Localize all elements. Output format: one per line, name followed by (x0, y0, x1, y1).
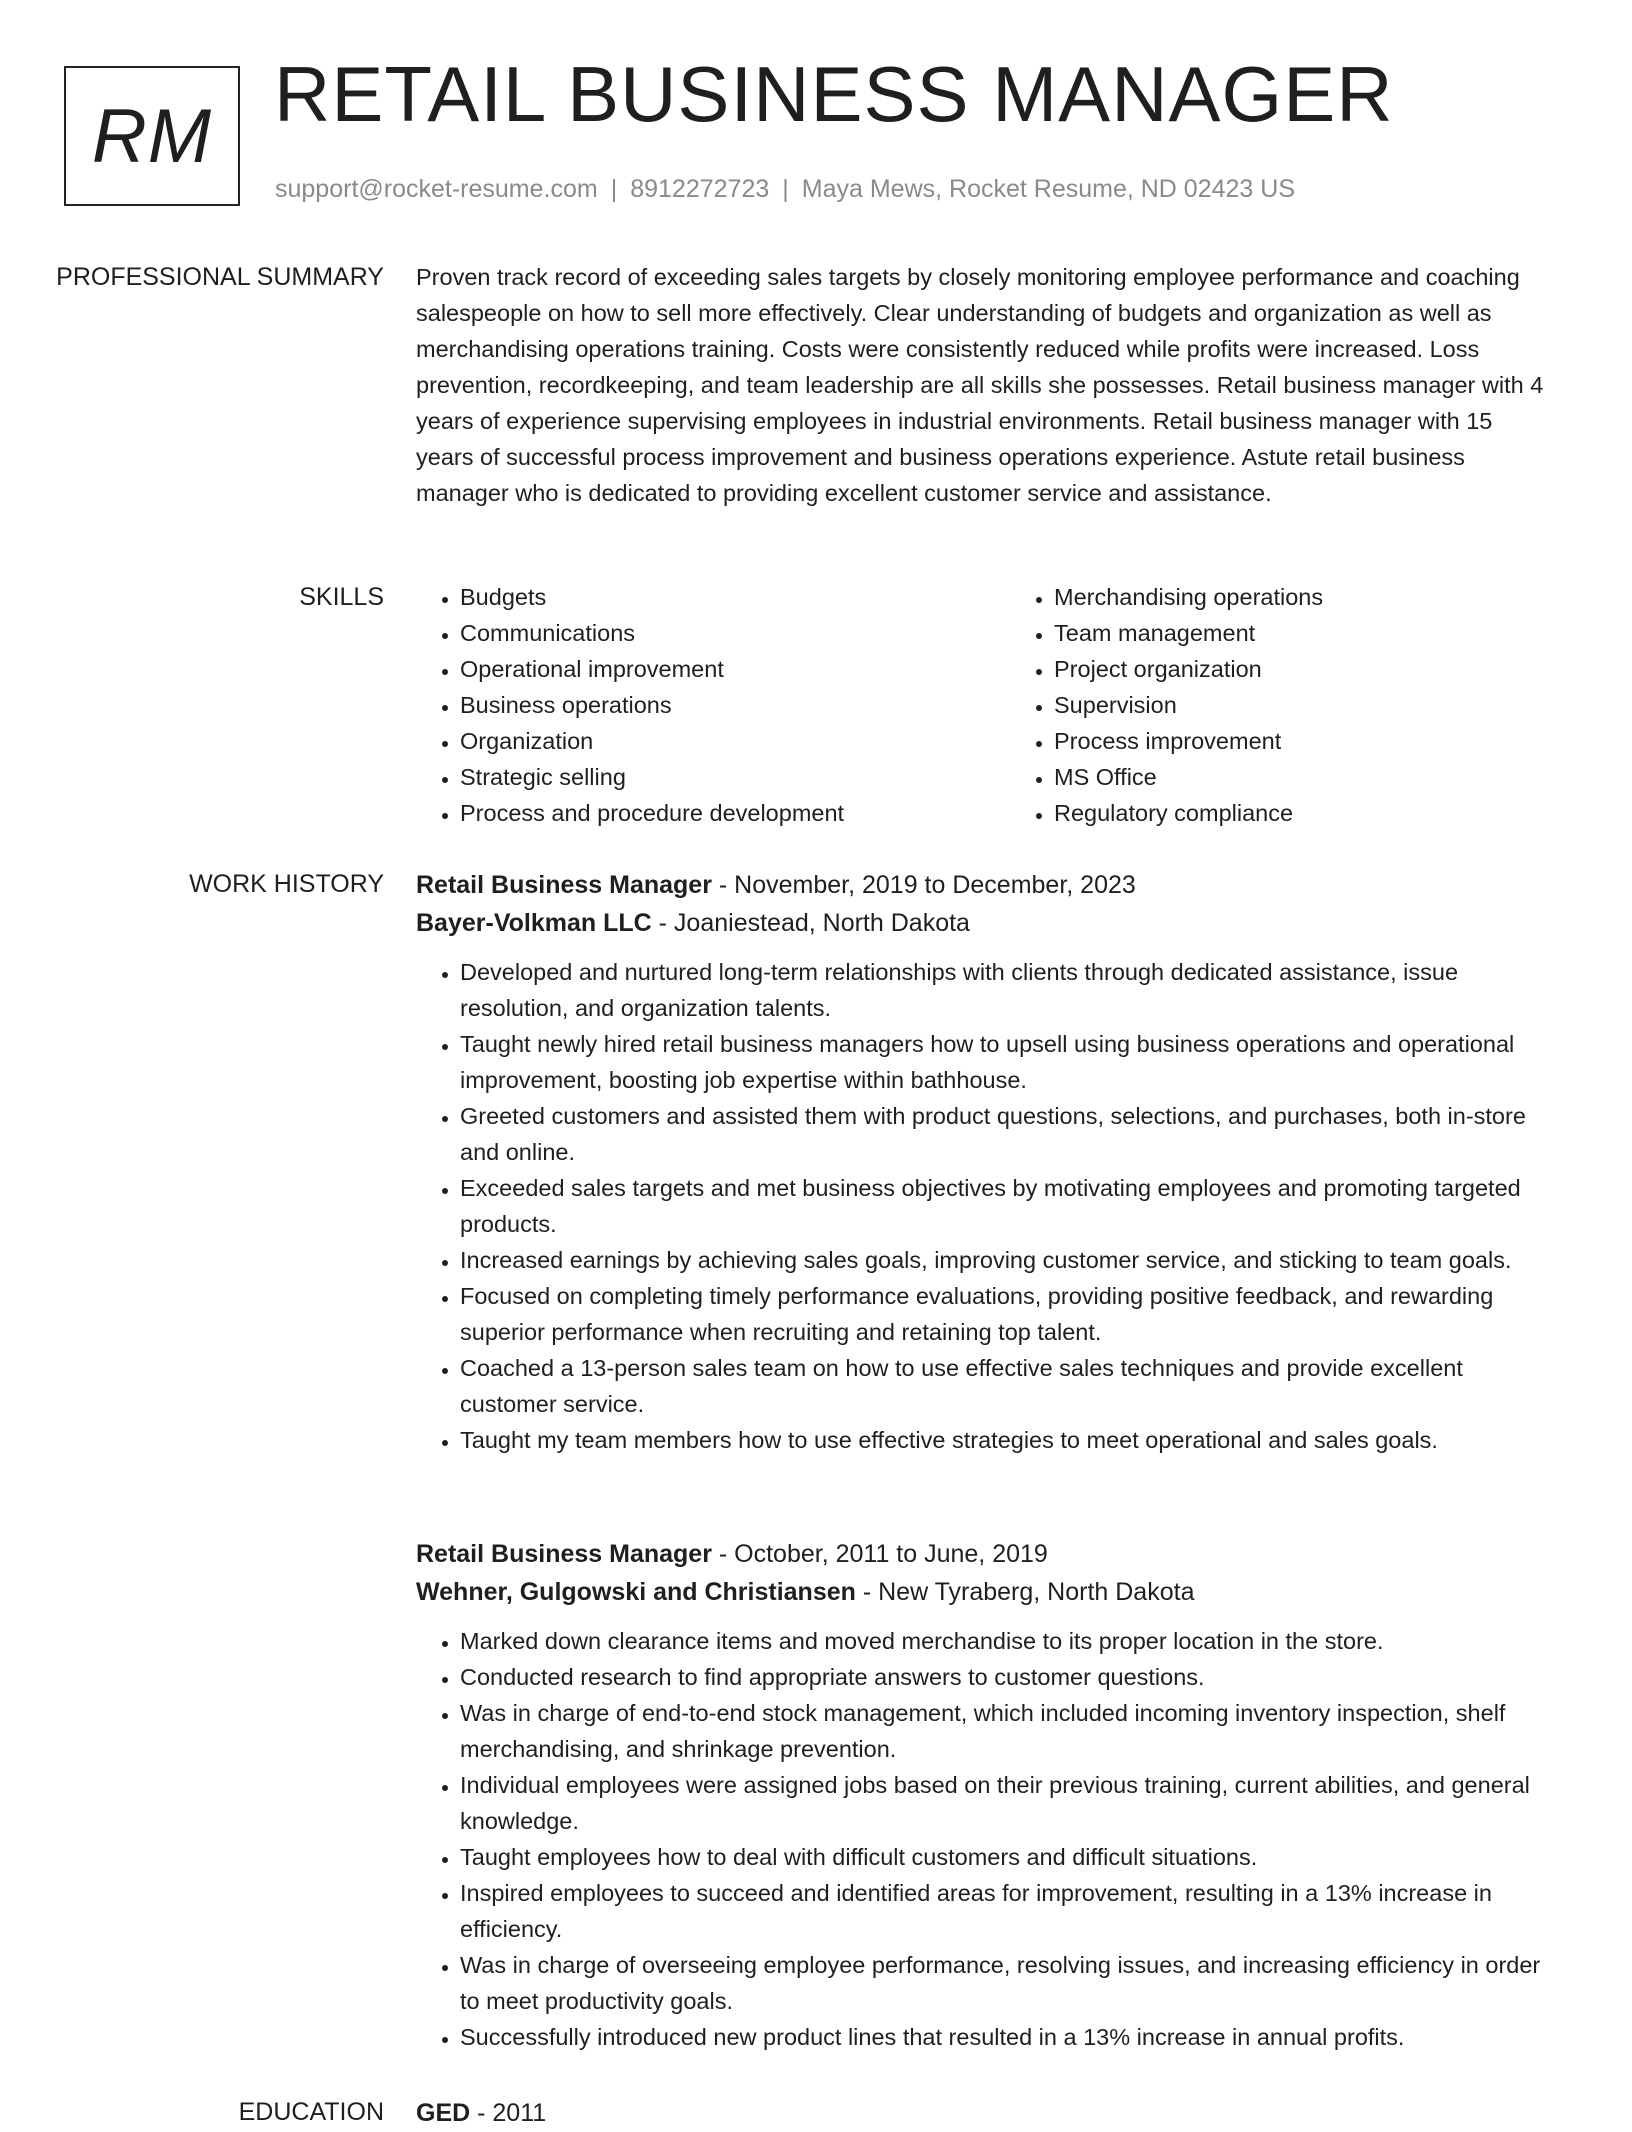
contact-email[interactable]: support@rocket-resume.com (275, 175, 598, 203)
job-company: Wehner, Gulgowski and Christiansen (416, 1578, 856, 1606)
resume-title: RETAIL BUSINESS MANAGER (274, 50, 1394, 138)
education-year: - 2011 (470, 2099, 547, 2127)
section-label: EDUCATION (238, 2098, 384, 2126)
job-title: Retail Business Manager (416, 871, 712, 899)
job-bullet: • Was in charge of end-to-end stock management, which included incoming inventory inspection, shelf merchandising, and shrinkage prevention. (460, 1695, 1548, 1767)
skill-item: • Process improvement (1054, 723, 1604, 759)
skill-item: • Budgets (460, 579, 1010, 615)
skills-list-right (1010, 579, 1604, 831)
contact-separator: | (610, 175, 618, 203)
job-bullet: • Inspired employees to succeed and identified areas for improvement, resulting in a 13% increase in efficiency. (460, 1875, 1548, 1947)
job-bullet: • Developed and nurtured long-term relationships with clients through dedicated assistance, issue resolution, and organization talents. (460, 954, 1548, 1026)
education-entry (416, 2094, 1548, 2132)
job-bullets (416, 954, 1548, 1458)
job-bullets (416, 1623, 1548, 2055)
section-label-spacer (0, 1535, 416, 2055)
job-bullet: • Marked down clearance items and moved merchandise to its proper location in the store. (460, 1623, 1548, 1659)
skill-item: • Business operations (460, 687, 1010, 723)
job-entry (416, 1535, 1548, 2055)
skill-item: • Project organization (1054, 651, 1604, 687)
job-title: Retail Business Manager (416, 1540, 712, 1568)
section-label: PROFESSIONAL SUMMARY (56, 263, 384, 291)
job-bullet: • Taught newly hired retail business managers how to upsell using business operations and operational improvement, boosting job expertise within bathhouse. (460, 1026, 1548, 1098)
education-degree: GED (416, 2099, 471, 2127)
skill-item: • Team management (1054, 615, 1604, 651)
job-company-line (416, 904, 1548, 942)
skill-item: • Strategic selling (460, 759, 1010, 795)
work-history-section-2 (0, 1535, 1632, 2055)
job-title-line (416, 1535, 1548, 1573)
skill-item: • MS Office (1054, 759, 1604, 795)
summary-section (0, 259, 1632, 511)
job-entry (416, 866, 1548, 1458)
skill-item: • Process and procedure development (460, 795, 1010, 831)
skill-item: • Supervision (1054, 687, 1604, 723)
job-bullet: • Focused on completing timely performance evaluations, providing positive feedback, and rewarding superior performance when recruiting and retaining top talent. (460, 1278, 1548, 1350)
skills-list-left (416, 579, 1010, 831)
job-title-line (416, 866, 1548, 904)
skill-item: • Regulatory compliance (1054, 795, 1604, 831)
job-bullet: • Conducted research to find appropriate answers to customer questions. (460, 1659, 1548, 1695)
summary-text: Proven track record of exceeding sales targets by closely monitoring employee performance and coaching salespeople on how to sell more effectively. Clear understanding of budgets and organization as well as merchandising operations training. Costs were consistently reduced while profits were increased. Loss prevention, recordkeeping, and team leadership are all skills she possesses. Retail business manager with 4 years of experience supervising employees in industrial environments. Retail business manager with 15 years of successful process improvement and business operations experience. Astute retail business manager who is dedicated to providing excellent customer service and assistance. (416, 264, 1544, 506)
job-location: - Joaniestead, North Dakota (651, 909, 970, 937)
job-dates: - November, 2019 to December, 2023 (711, 871, 1136, 899)
monogram-logo: RM (64, 66, 240, 206)
job-company: Bayer-Volkman LLC (416, 909, 652, 937)
job-bullet: • Individual employees were assigned jobs based on their previous training, current abilities, and general knowledge. (460, 1767, 1548, 1839)
work-history-section (0, 866, 1632, 1458)
contact-address: Maya Mews, Rocket Resume, ND 02423 US (801, 175, 1296, 203)
section-label: WORK HISTORY (189, 870, 384, 898)
skill-item: • Organization (460, 723, 1010, 759)
job-bullet: • Was in charge of overseeing employee performance, resolving issues, and increasing efficiency in order to meet productivity goals. (460, 1947, 1548, 2019)
job-dates: - October, 2011 to June, 2019 (711, 1540, 1048, 1568)
education-line (416, 2094, 1548, 2132)
skills-columns (416, 579, 1548, 831)
job-bullet: • Taught employees how to deal with difficult customers and difficult situations. (460, 1839, 1548, 1875)
skill-item: • Communications (460, 615, 1010, 651)
job-bullet: • Increased earnings by achieving sales goals, improving customer service, and sticking to team goals. (460, 1242, 1548, 1278)
job-bullet: • Exceeded sales targets and met business objectives by motivating employees and promoting targeted products. (460, 1170, 1548, 1242)
job-bullet: • Taught my team members how to use effective strategies to meet operational and sales goals. (460, 1422, 1548, 1458)
contact-separator: | (782, 175, 789, 203)
education-section (0, 2094, 1632, 2132)
contact-line (275, 175, 1295, 204)
job-company-line (416, 1573, 1548, 1611)
job-location: - New Tyraberg, North Dakota (855, 1578, 1195, 1606)
contact-phone[interactable]: 8912272723 (630, 175, 770, 203)
job-bullet: • Greeted customers and assisted them with product questions, selections, and purchases, both in-store and online. (460, 1098, 1548, 1170)
job-bullet: • Successfully introduced new product lines that resulted in a 13% increase in annual profits. (460, 2019, 1548, 2055)
skill-item: • Merchandising operations (1054, 579, 1604, 615)
skills-section (0, 579, 1632, 831)
skill-item: • Operational improvement (460, 651, 1010, 687)
job-bullet: • Coached a 13-person sales team on how to use effective sales techniques and provide excellent customer service. (460, 1350, 1548, 1422)
section-label: SKILLS (299, 583, 384, 611)
